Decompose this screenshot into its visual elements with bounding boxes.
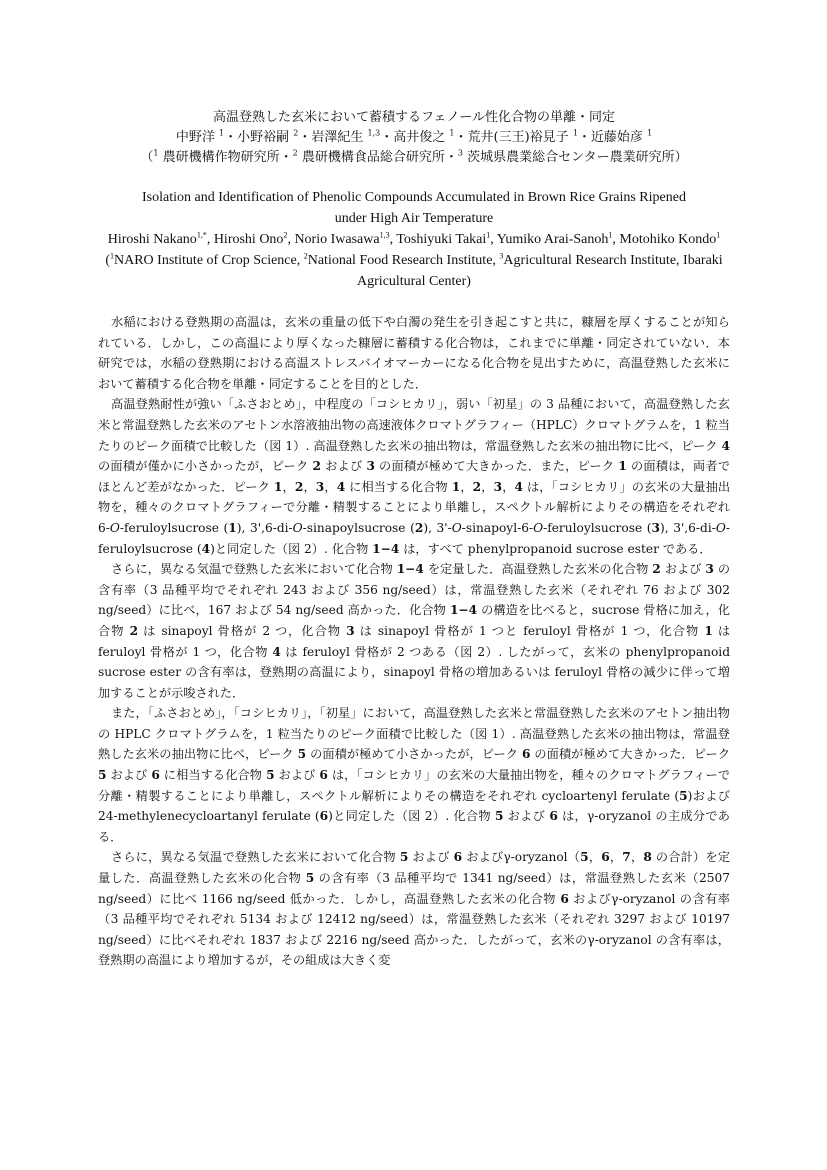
text-run: および: [274, 768, 320, 783]
author-name: Yumiko Arai-Sanoh: [496, 232, 609, 247]
compound-number: 5: [495, 809, 504, 824]
author-name: 高井俊之: [393, 130, 446, 145]
affiliation-name: 茨城県農業総合センター農業研究所: [467, 150, 675, 165]
author-affiliation-mark: 1,3: [367, 128, 381, 138]
text-run: -feruloylsucrose (: [543, 520, 652, 535]
compound-number: 8: [643, 850, 652, 865]
text-run: は，「コシヒカリ」の玄米の大量抽出物を，種々のクロマトグラフィーで分離・精製することにより単離し，スペクトル解析によりその構造をそれぞれ cycloartenyl ferulate (: [98, 768, 731, 803]
text-run: -feruloylsucrose (: [98, 520, 730, 556]
compound-number: 2: [129, 623, 139, 638]
author-name: Hiroshi Nakano: [107, 232, 197, 247]
author-name: 近藤始彦: [590, 130, 643, 145]
compound-number: 1−4: [396, 562, 424, 577]
text-run: は sinapoyl 骨格が 1 つと feruloyl 骨格が 1 つ，化合物: [354, 623, 705, 638]
body-paragraph: [98, 703, 730, 847]
text-run: ), 3',6-di-: [236, 520, 293, 535]
text-run: および: [660, 562, 706, 577]
text-run: ，: [588, 850, 602, 865]
text-run: )および 24-methylenecycloartanyl ferulate (: [98, 788, 730, 824]
italic-text: O: [292, 520, 303, 535]
text-run: に相当する化合物: [345, 479, 452, 494]
text-run: の構造を比べると，sucrose 骨格に加え，化合物: [98, 603, 730, 638]
compound-number: 4: [201, 541, 211, 556]
compound-number: 5: [580, 850, 589, 865]
text-run: また，「ふさおとめ」，「コシヒカリ」，「初星」において，高温登熟した玄米と常温登熟した玄米のアセトン抽出物の HPLC クロマトグラムを，1 粒当たりのピーク面積で比較した（図 1）. 高温登熟した玄米の抽出物は，常温登熟した玄米の抽出物に比べ，ピーク: [98, 706, 730, 762]
compound-number: 1: [704, 623, 713, 638]
text-run: および: [106, 768, 152, 783]
author-name: 岩澤紀生: [311, 130, 364, 145]
text-run: ，: [609, 850, 623, 865]
text-run: ), 3'-: [423, 520, 452, 535]
compound-number: 4: [272, 644, 281, 659]
affiliation-name: 農研機構食品総合研究所: [301, 150, 445, 165]
english-affiliation-list: ($^1$NARO Institute of Crop Science, $^2$National Food Research Institute, $^3$Agricultural Research Institute, Ibaraki Agricultural Center): [105, 251, 723, 289]
text-run: およびγ-oryzanol（: [462, 850, 581, 865]
text-run: -sinapoylsucrose (: [302, 520, 415, 535]
english-title-line-1: Isolation and Identification of Phenolic Compounds Accumulated in Brown Rice Grains Ripened: [142, 190, 686, 205]
compound-number: 5: [98, 768, 107, 783]
text-run: および: [408, 850, 454, 865]
compound-number: 1−4: [449, 603, 478, 618]
italic-text: O: [109, 520, 120, 535]
compound-number: 1: [228, 520, 237, 535]
author-name: Toshiyuki Takai: [396, 232, 487, 247]
author-affiliation-mark: 1: [647, 128, 653, 138]
author-affiliation-mark: 2: [293, 128, 299, 138]
author-affiliation-mark: 1: [218, 128, 225, 138]
text-run: の面積は，両者でほとんど差がなかった．ピーク: [98, 459, 731, 494]
compound-number: 3: [651, 520, 660, 535]
author-affiliation-mark: 1,*: [196, 230, 207, 240]
text-run: は，「コシヒカリ」の玄米の大量抽出物を，種々のクロマトグラフィーで分離・精製することにより単離し，スペクトル解析によりその構造をそれぞれ 6-: [98, 479, 731, 535]
compound-number: 6: [319, 809, 329, 824]
affiliation-name: National Food Research Institute: [307, 253, 493, 268]
compound-number: 7: [622, 850, 631, 865]
text-run: ，: [303, 479, 316, 494]
author-affiliation-mark: 1: [716, 230, 721, 240]
author-name: Hiroshi Ono: [213, 232, 284, 247]
affiliation-number: 3: [499, 251, 504, 261]
text-run: は feruloyl 骨格が 2 つある（図 2）. したがって，玄米の phenylpropanoid sucrose ester の含有率は，登熟期の高温により，sinapoyl 骨格の増加あるいは feruloyl 骨格の減少に伴って増加することが示唆された．: [98, 644, 730, 700]
text-run: -feruloylsucrose (: [119, 520, 229, 535]
compound-number: 3: [346, 623, 355, 638]
text-run: さらに，異なる気温で登熟した玄米において化合物: [111, 850, 400, 865]
author-name: 荒井(三王)裕見子: [467, 130, 569, 145]
affiliation-name: 農研機構作物研究所: [162, 150, 280, 165]
japanese-header: [98, 108, 730, 168]
text-run: は，すべて phenylpropanoid sucrose ester である．: [399, 541, 712, 556]
author-affiliation-mark: 1,3: [379, 230, 390, 240]
text-run: の合計）を定量した．高温登熟した玄米の化合物: [98, 850, 731, 886]
author-name: 中野洋: [175, 130, 215, 145]
author-name: Motohiko Kondo: [619, 232, 717, 247]
body-paragraph: [98, 559, 730, 703]
body-paragraph: [98, 847, 730, 971]
compound-number: 2: [472, 479, 482, 494]
text-run: ，: [502, 479, 515, 494]
text-run: -sinapoyl-6-: [461, 520, 534, 535]
author-affiliation-mark: 1: [486, 230, 491, 240]
text-run: は feruloyl 骨格が 1 つ，化合物: [98, 623, 731, 659]
italic-text: O: [451, 520, 462, 535]
text-run: は，γ-oryzanol の主成分である．: [98, 809, 730, 844]
compound-number: 1: [618, 459, 627, 474]
affiliation-name: Agricultural Research Institute, Ibaraki Agricultural Center: [357, 253, 723, 289]
compound-number: 4: [514, 479, 523, 494]
compound-number: 1: [273, 479, 283, 494]
italic-text: O: [715, 520, 726, 535]
affiliation-number: 1: [153, 148, 159, 158]
affiliation-number: 3: [457, 148, 463, 158]
compound-number: 3: [493, 479, 503, 494]
text-run: およびγ-oryzanol の含有率（3 品種平均でそれぞれ 5134 および 12412 ng/seed）は，常温登熟した玄米（それぞれ 3297 および 10197 ng/seed）に比べそれぞれ 1837 および 2216 ng/seed 高かった．したがって，玄米のγ-oryzanol の含有率は，登熟期の高温により増加するが，その組成は大きく変: [98, 891, 730, 968]
affiliation-name: NARO Institute of Crop Science: [113, 253, 297, 268]
text-run: )と同定した（図 2）. 化合物: [210, 541, 373, 556]
compound-number: 3: [315, 479, 325, 494]
english-title-line-2: under High Air Temperature: [334, 211, 494, 226]
compound-number: 4: [721, 438, 730, 453]
text-run: ，: [481, 479, 494, 494]
text-run: ), 3',6-di-: [660, 520, 716, 535]
text-run: の面積が極めて小さかったが，ピーク: [306, 747, 522, 762]
text-run: の面積が極めて大きかった．ピーク: [530, 747, 731, 762]
text-run: )と同定した（図 2）. 化合物: [328, 809, 496, 824]
compound-number: 3: [705, 562, 714, 577]
author-name: 小野裕嗣: [237, 130, 290, 145]
text-run: は sinapoyl 骨格が 2 つ，化合物: [138, 623, 347, 638]
japanese-title: 高温登熟した玄米において蓄積するフェノール性化合物の単離・同定: [213, 110, 615, 125]
text-run: ，: [282, 479, 295, 494]
text-run: の含有率（3 品種平均で 1341 ng/seed）は，常温登熟した玄米（2507 ng/seed）に比べ 1166 ng/seed 低かった．しかし，高温登熟した玄米の化合物: [98, 871, 730, 906]
text-run: に相当する化合物: [159, 768, 267, 783]
text-run: の面積が極めて大きかった．また，ピーク: [374, 459, 619, 474]
body-paragraph: [98, 312, 730, 394]
english-header: [98, 187, 730, 292]
compound-number: 2: [294, 479, 304, 494]
compound-number: 6: [453, 850, 463, 865]
text-run: の含有率（3 品種平均でそれぞれ 243 および 356 ng/seed）は，常温登熟した玄米（それぞれ 76 および 302 ng/seed）に比べ，167 および 54 ng/seed 高かった．化合物: [98, 562, 731, 618]
affiliation-number: 2: [292, 148, 298, 158]
compound-number: 6: [549, 809, 558, 824]
compound-number: 5: [266, 768, 275, 783]
text-run: の面積が僅かに小さかったが，ピーク: [98, 459, 313, 474]
compound-number: 6: [521, 747, 531, 762]
text-run: 高温登熟耐性が強い「ふさおとめ」，中程度の「コシヒカリ」，弱い「初星」の 3 品種において，高温登熟した玄米と常温登熟した玄米のアセトン水溶液抽出物の高速液体クロマトグラフィー（HPLC）クロマトグラムを，1 粒当たりのピーク面積で比較した（図 1）. 高温登熟した玄米の抽出物は，常温登熟した玄米の抽出物に比べ，ピーク: [98, 397, 730, 453]
author-affiliation-mark: 1: [449, 128, 455, 138]
compound-number: 6: [601, 850, 610, 865]
text-run: ，: [460, 479, 473, 494]
compound-number: 5: [297, 747, 307, 762]
affiliation-number: 1: [109, 251, 114, 261]
compound-number: 5: [679, 788, 688, 803]
abstract-body: [98, 312, 730, 971]
compound-number: 1: [451, 479, 461, 494]
text-run: ，: [630, 850, 644, 865]
compound-number: 6: [319, 768, 328, 783]
author-affiliation-mark: 2: [283, 230, 288, 240]
english-author-list: Hiroshi Nakano$^{1,*}$, Hiroshi Ono$^2$, Norio Iwasawa$^{1,3}$, Toshiyuki Takai$^1$, Yumiko Arai-Sanoh$^1$, Motohiko Kondo$^1$: [107, 230, 721, 247]
text-run: を定量した．高温登熟した玄米の化合物: [423, 562, 653, 577]
compound-number: 4: [336, 479, 346, 494]
compound-number: 2: [652, 562, 661, 577]
compound-number: 3: [366, 459, 375, 474]
text-run: さらに，異なる気温で登熟した玄米において化合物: [111, 562, 397, 577]
compound-number: 1−4: [372, 541, 400, 556]
body-paragraph: [98, 394, 730, 559]
text-run: ，: [324, 479, 337, 494]
text-run: および: [503, 809, 550, 824]
compound-number: 5: [305, 871, 315, 886]
compound-number: 5: [399, 850, 409, 865]
japanese-author-list: 中野洋 $^1$・小野裕嗣 $^2$・岩澤紀生 $^{1,3}$・高井俊之 $^1$・荒井(三王)裕見子 $^1$・近藤始彦 $^1$: [175, 128, 653, 145]
text-run: および: [321, 459, 367, 474]
paper-page: [98, 108, 730, 971]
compound-number: 2: [312, 459, 322, 474]
italic-text: O: [533, 520, 544, 535]
author-name: Norio Iwasawa: [294, 232, 380, 247]
compound-number: 2: [414, 520, 424, 535]
author-affiliation-mark: 1: [572, 128, 578, 138]
author-affiliation-mark: 1: [608, 230, 613, 240]
text-run: 水稲における登熟期の高温は，玄米の重量の低下や白濁の発生を引き起こすと共に，糠層を厚くすることが知られている．しかし，この高温により厚くなった糠層に蓄積する化合物は，これまでに単離・同定されていない．本研究では，水稲の登熟期における高温ストレスバイオマーカーになる化合物を見出すために，高温登熟した玄米において蓄積する化合物を単離・同定することを目的とした．: [98, 315, 730, 391]
affiliation-number: 2: [303, 251, 308, 261]
japanese-affiliation-list: （$^1$ 農研機構作物研究所・$^2$ 農研機構食品総合研究所・$^3$ 茨城県農業総合センター農業研究所）: [140, 148, 688, 165]
compound-number: 6: [560, 891, 569, 906]
compound-number: 6: [151, 768, 160, 783]
